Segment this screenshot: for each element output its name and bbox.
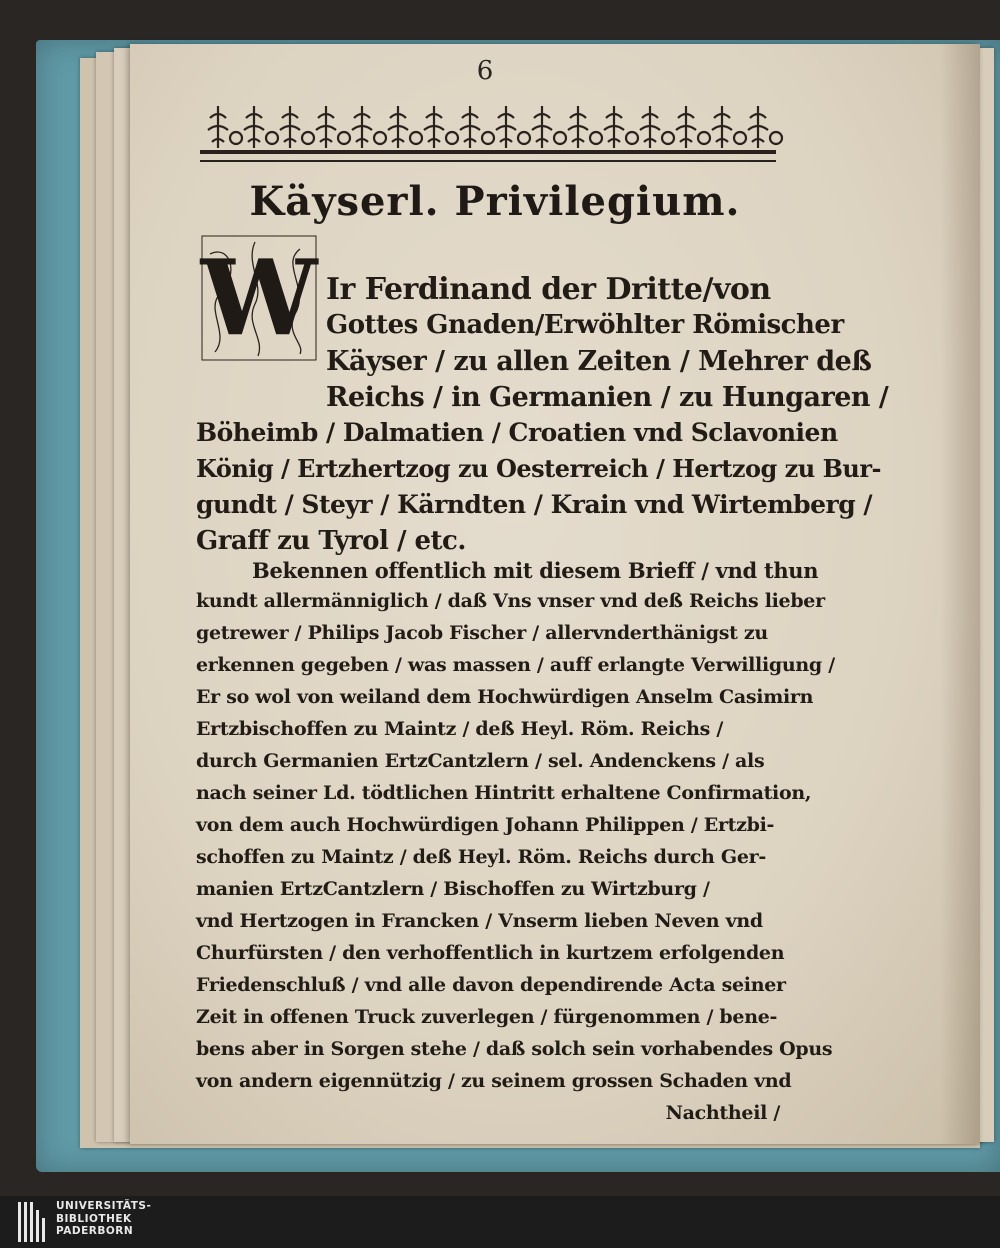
logo-line-1: UNIVERSITÄTS- <box>56 1200 152 1212</box>
text-line-11: getrewer / Philips Jacob Fischer / allervnderthänigst zu <box>196 622 768 644</box>
text-line-18: schoffen zu Maintz / deß Heyl. Röm. Reichs durch Ger- <box>196 846 766 868</box>
text-line-15: durch Germanien ErtzCantzlern / sel. Andenckens / als <box>196 750 765 772</box>
text-line-25: von andern eigennützig / zu seinem grossen Schaden vnd <box>196 1070 792 1092</box>
text-line-12: erkennen gegeben / was massen / auff erlangte Verwilligung / <box>196 654 835 676</box>
page-heading: Käyserl. Privilegium. <box>249 178 741 225</box>
text-line-5: Böheimb / Dalmatien / Croatien vnd Sclavonien <box>196 418 838 447</box>
text-line-22: Friedenschluß / vnd alle davon dependirende Acta seiner <box>196 974 786 996</box>
text-line-17: von dem auch Hochwürdigen Johann Philippen / Ertzbi- <box>196 814 775 836</box>
svg-text:W: W <box>200 236 318 359</box>
library-logo-text <box>56 1200 151 1238</box>
text-line-21: Churfürsten / den verhoffentlich in kurtzem erfolgenden <box>196 942 785 964</box>
text-line-19: manien ErtzCantzlern / Bischoffen zu Wirtzburg / <box>196 878 710 900</box>
text-line-2: Gottes Gnaden/Erwöhlter Römischer <box>326 310 844 340</box>
text-line-3: Käyser / zu allen Zeiten / Mehrer deß <box>326 346 872 377</box>
page-number: 6 <box>476 56 494 86</box>
text-line-23: Zeit in offenen Truck zuverlegen / fürgenommen / bene- <box>196 1006 778 1028</box>
text-line-8: Graff zu Tyrol / etc. <box>196 526 466 556</box>
logo-line-3: PADERBORN <box>56 1225 134 1237</box>
decorated-initial-letter <box>200 234 318 362</box>
footer-bar <box>0 1196 1000 1248</box>
text-line-9: Bekennen offentlich mit diesem Brieff / vnd thun <box>252 558 819 583</box>
text-line-24: bens aber in Sorgen stehe / daß solch sein vorhabendes Opus <box>196 1038 833 1060</box>
page-curl-shadow <box>940 44 980 1144</box>
text-line-26: Nachtheil / <box>665 1102 780 1124</box>
text-line-14: Ertzbischoffen zu Maintz / deß Heyl. Röm. Reichs / <box>196 718 723 740</box>
text-line-13: Er so wol von weiland dem Hochwürdigen Anselm Casimirn <box>196 686 814 708</box>
logo-line-2: BIBLIOTHEK <box>56 1212 132 1225</box>
text-line-20: vnd Hertzogen in Francken / Vnserm lieben Neven vnd <box>196 910 763 932</box>
text-line-10: kundt allermänniglich / daß Vns vnser vnd deß Reichs lieber <box>196 590 825 612</box>
text-line-7: gundt / Steyr / Kärndten / Krain vnd Wirtemberg / <box>196 490 873 519</box>
text-line-4: Reichs / in Germanien / zu Hungaren / <box>326 382 889 413</box>
text-line-6: König / Ertzhertzog zu Oesterreich / Hertzog zu Bur- <box>196 454 881 483</box>
library-logo-icon <box>16 1200 48 1244</box>
text-line-16: nach seiner Ld. tödtlichen Hintritt erhaltene Confirmation, <box>196 782 812 804</box>
decorative-border-ornament <box>200 98 776 170</box>
text-line-1: Ir Ferdinand der Dritte/von <box>326 272 771 307</box>
